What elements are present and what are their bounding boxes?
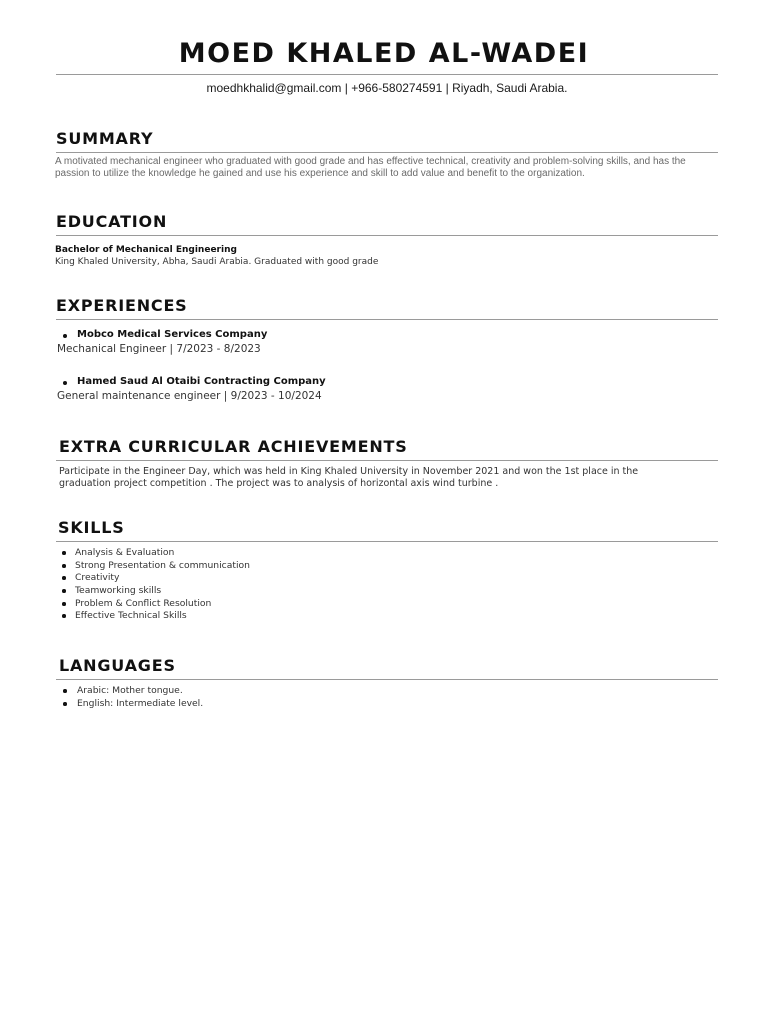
education-degree: Bachelor of Mechanical Engineering: [55, 245, 237, 255]
skill-item: Effective Technical Skills: [75, 610, 187, 621]
header-divider: [56, 74, 718, 75]
education-divider: [56, 235, 718, 236]
bullet-icon: [62, 576, 66, 580]
resume-name: MOED KHALED AL-WADEI: [178, 38, 590, 69]
experiences-heading: EXPERIENCES: [56, 296, 188, 315]
skill-item: Strong Presentation & communication: [75, 560, 250, 571]
skill-item: Problem & Conflict Resolution: [75, 598, 212, 609]
experience-company: Hamed Saud Al Otaibi Contracting Company: [77, 376, 326, 387]
skills-divider: [56, 541, 718, 542]
bullet-icon: [63, 381, 67, 385]
skill-item: Analysis & Evaluation: [75, 547, 175, 558]
achievements-line-2: graduation project competition . The project was to analysis of horizontal axis wind turbine .: [59, 478, 499, 489]
skills-heading: SKILLS: [58, 518, 125, 537]
bullet-icon: [62, 551, 66, 555]
language-item: Arabic: Mother tongue.: [77, 685, 183, 696]
bullet-icon: [62, 589, 66, 593]
education-details: King Khaled University, Abha, Saudi Arabia. Graduated with good grade: [55, 257, 379, 267]
education-heading: EDUCATION: [56, 212, 168, 231]
experience-role: Mechanical Engineer | 7/2023 - 8/2023: [57, 343, 261, 355]
contact-info: moedhkhalid@gmail.com | +966-580274591 | Riyadh, Saudi Arabia.: [206, 81, 568, 95]
achievements-line-1: Participate in the Engineer Day, which was held in King Khaled University in November 2021 and won the 1st place in the: [59, 466, 639, 477]
language-item: English: Intermediate level.: [77, 698, 204, 709]
achievements-divider: [56, 460, 718, 461]
bullet-icon: [62, 614, 66, 618]
bullet-icon: [63, 689, 67, 693]
experiences-divider: [56, 319, 718, 320]
achievements-heading: EXTRA CURRICULAR ACHIEVEMENTS: [59, 437, 408, 456]
summary-divider: [56, 152, 718, 153]
bullet-icon: [63, 702, 67, 706]
languages-divider: [56, 679, 718, 680]
experience-company: Mobco Medical Services Company: [77, 329, 268, 340]
bullet-icon: [62, 564, 66, 568]
languages-heading: LANGUAGES: [59, 656, 176, 675]
summary-heading: SUMMARY: [56, 129, 154, 148]
bullet-icon: [62, 602, 66, 606]
summary-text: A motivated mechanical engineer who graduated with good grade and has effective technical, creativity and problem-solving skills, and has the passion to utilize the knowledge he gained and use his experience and skill to add value and benefit to the organization.: [55, 156, 686, 179]
skill-item: Creativity: [75, 572, 120, 583]
bullet-icon: [63, 334, 67, 338]
skill-item: Teamworking skills: [75, 585, 162, 596]
experience-role: General maintenance engineer | 9/2023 - 10/2024: [57, 390, 322, 402]
